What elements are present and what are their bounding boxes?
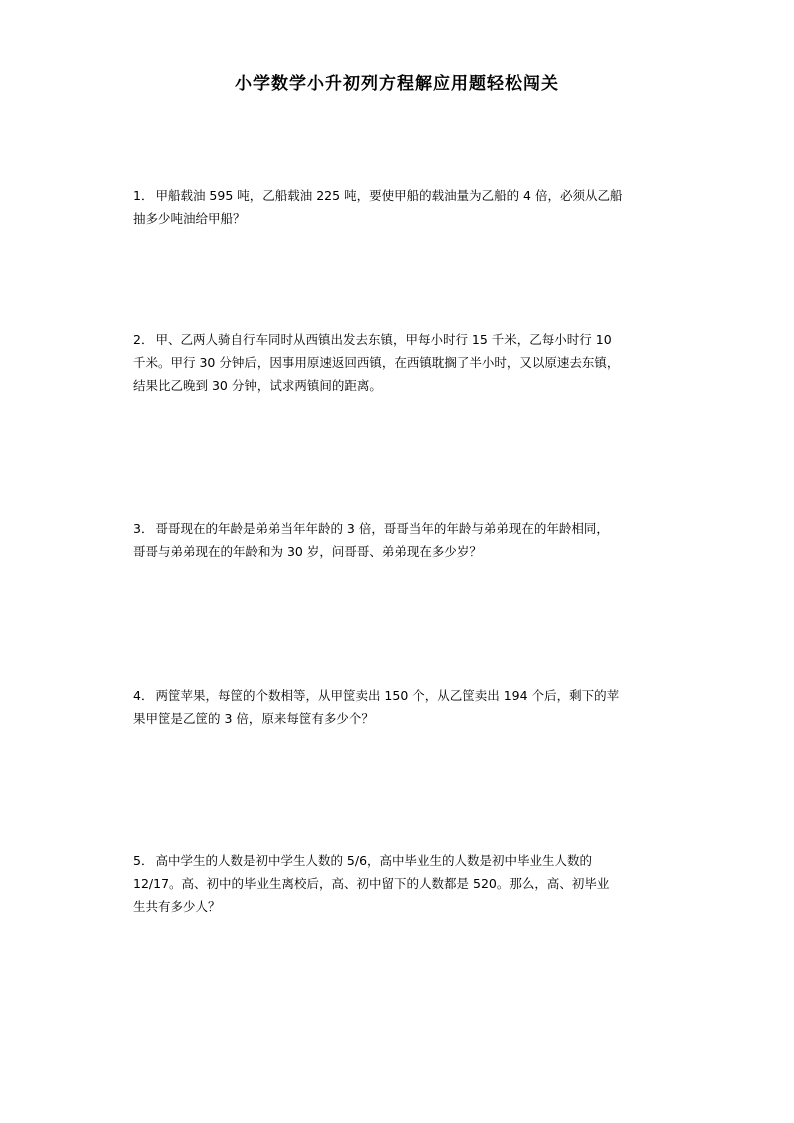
question-text: 甲、乙两人骑自行车同时从西镇出发去东镇，甲每小时行 15 千米，乙每小时行 10 — [155, 332, 612, 347]
question-text: 哥哥现在的年龄是弟弟当年年龄的 3 倍，哥哥当年的年龄与弟弟现在的年龄相同， — [155, 521, 609, 536]
question-number: 1． — [133, 188, 154, 203]
question-text: 两筐苹果，每筐的个数相等，从甲筐卖出 150 个，从乙筐卖出 194 个后，剩下的苹 — [155, 688, 620, 703]
question-line: 生共有多少人？ — [133, 899, 221, 914]
question-3 — [133, 517, 663, 563]
question-line: 哥哥与弟弟现在的年龄和为 30 岁，问哥哥、弟弟现在多少岁？ — [133, 544, 482, 559]
question-5 — [133, 849, 663, 918]
question-number: 4． — [133, 688, 154, 703]
question-1 — [133, 184, 663, 230]
page-title: 小学数学小升初列方程解应用题轻松闯关 — [235, 74, 559, 94]
question-4 — [133, 684, 663, 730]
question-line — [133, 517, 663, 540]
question-number: 3． — [133, 521, 154, 536]
question-line — [133, 184, 663, 207]
question-number: 2． — [133, 332, 154, 347]
question-line — [133, 684, 663, 707]
question-line: 千米。甲行 30 分钟后，因事用原速返回西镇，在西镇耽搁了半小时，又以原速去东镇， — [133, 355, 620, 370]
question-line — [133, 849, 663, 872]
question-2 — [133, 328, 663, 397]
question-line: 抽多少吨油给甲船？ — [133, 211, 246, 226]
question-line: 12/17。高、初中的毕业生离校后，高、初中留下的人数都是 520。那么，高、初毕业 — [133, 876, 610, 891]
question-number: 5． — [133, 853, 154, 868]
question-text: 高中学生的人数是初中学生人数的 5/6，高中毕业生的人数是初中毕业生人数的 — [155, 853, 593, 868]
question-text: 甲船载油 595 吨，乙船载油 225 吨，要使甲船的载油量为乙船的 4 倍，必须从乙船 — [155, 188, 623, 203]
question-line: 结果比乙晚到 30 分钟，试求两镇间的距离。 — [133, 378, 382, 393]
question-line: 果甲筐是乙筐的 3 倍，原来每筐有多少个？ — [133, 711, 374, 726]
question-line — [133, 328, 663, 351]
